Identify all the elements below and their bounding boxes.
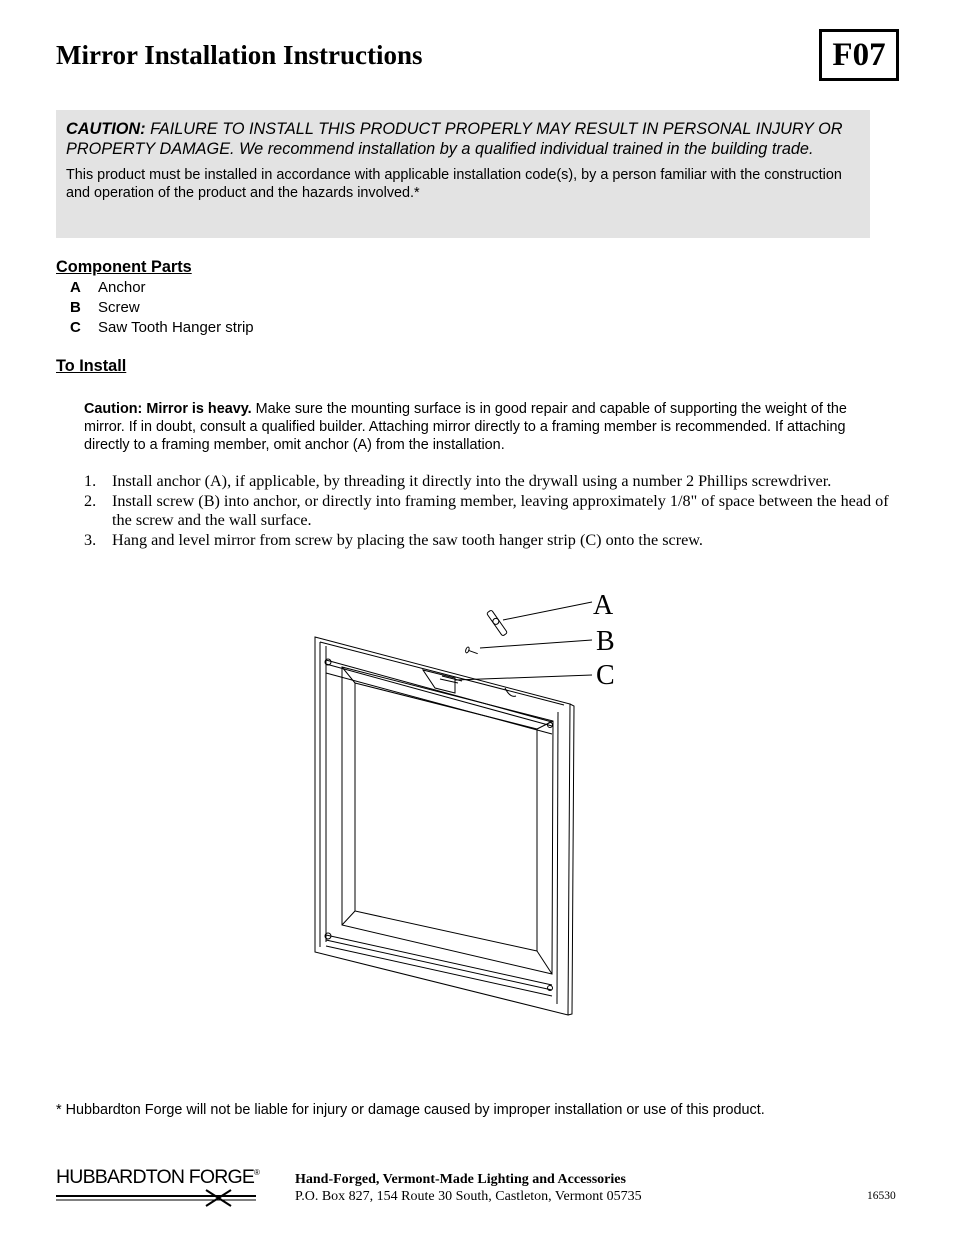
page-title: Mirror Installation Instructions (56, 40, 423, 70)
diagram-label-c: C (596, 660, 615, 691)
diagram-label-a: A (593, 590, 614, 621)
install-step (84, 531, 894, 551)
part-letter: A (70, 279, 81, 296)
liability-footnote: * Hubbardton Forge will not be liable for injury or damage caused by improper installation or use of this product. (56, 1102, 765, 1118)
logo-underline-icon (56, 1188, 266, 1208)
part-name: Screw (98, 299, 140, 316)
diagram-label-b: B (596, 626, 615, 657)
logo-registered-mark: ® (254, 1168, 260, 1177)
document-code-box: F07 (819, 29, 899, 81)
step-text: Hang and level mirror from screw by placing the saw tooth hanger strip (C) onto the screw. (112, 530, 703, 549)
caution-label: CAUTION: (66, 120, 146, 138)
install-step (84, 492, 894, 531)
footer-address: P.O. Box 827, 154 Route 30 South, Castleton, Vermont 05735 (295, 1189, 642, 1204)
leader-line-c (455, 675, 592, 680)
step-text: Install anchor (A), if applicable, by threading it directly into the drywall using a number 2 Phillips screwdriver. (112, 472, 832, 490)
caution-box (56, 110, 870, 238)
install-steps (84, 472, 894, 550)
anchor-part (487, 610, 508, 636)
leader-line-b (480, 640, 592, 648)
logo-text: HUBBARDTON FORGE (56, 1166, 255, 1188)
caution-text (66, 120, 860, 159)
heavy-mirror-caution (84, 400, 890, 455)
mirror-diagram (290, 580, 630, 1025)
caution-body: FAILURE TO INSTALL THIS PRODUCT PROPERLY MAY RESULT IN PERSONAL INJURY OR PROPERTY DAMAGE. We recommend installation by a qualified individual trained in the building trade. (66, 120, 843, 158)
heavy-mirror-caution-label: Caution: Mirror is heavy. (84, 401, 252, 417)
company-logo (56, 1166, 266, 1208)
part-item (56, 318, 254, 338)
component-parts-heading: Component Parts (56, 258, 192, 276)
footer-tagline: Hand-Forged, Vermont-Made Lighting and Accessories (295, 1172, 626, 1187)
step-number: 2. (84, 491, 97, 510)
step-number: 1. (84, 472, 97, 490)
to-install-heading: To Install (56, 357, 127, 375)
part-name: Anchor (98, 279, 146, 296)
document-number: 16530 (867, 1190, 896, 1202)
caution-subtext: This product must be installed in accordance with applicable installation code(s), by a person familiar with the construction and operation of the product and the hazards involved.* (66, 167, 842, 201)
part-item (56, 298, 254, 318)
step-number: 3. (84, 530, 97, 549)
part-name: Saw Tooth Hanger strip (98, 319, 254, 336)
part-letter: B (70, 299, 81, 316)
step-text: Install screw (B) into anchor, or directly into framing member, leaving approximately 1/8" of space between the head of the screw and the wall surface. (112, 491, 889, 530)
screw-part (465, 647, 479, 657)
part-item (56, 278, 254, 298)
install-step (84, 472, 894, 492)
component-parts-list (56, 278, 254, 338)
heavy-mirror-caution-text: Make sure the mounting surface is in good repair and capable of supporting the weight of the mirror. If in doubt, consult a qualified builder. Attaching mirror directly to a framing member is recommended. If attaching directly to a framing member, omit anchor (A) from the installation. (84, 401, 847, 454)
mirror-glass (355, 683, 537, 951)
part-letter: C (70, 319, 81, 336)
leader-line-a (503, 602, 592, 620)
